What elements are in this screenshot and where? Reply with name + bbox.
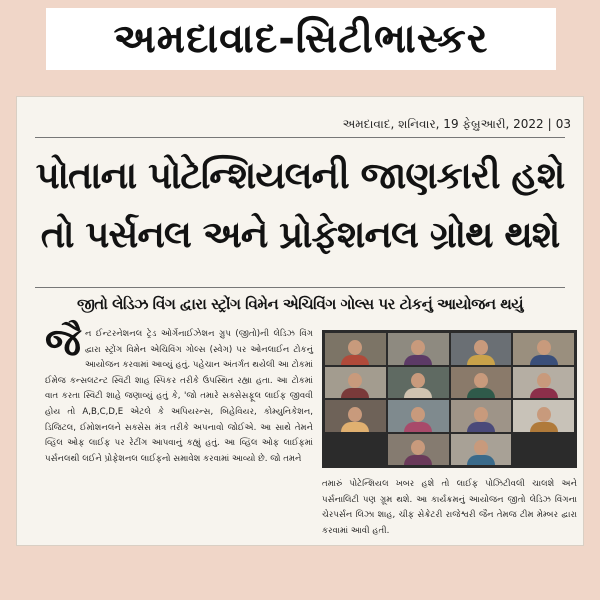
participant-body bbox=[467, 355, 495, 365]
dateline bbox=[343, 117, 571, 132]
participant-tile bbox=[325, 434, 386, 466]
participant-body bbox=[341, 388, 369, 398]
participant-face bbox=[474, 340, 488, 355]
participant-tile bbox=[513, 400, 574, 432]
participant-tile bbox=[451, 434, 512, 466]
participant-face bbox=[348, 407, 362, 422]
participant-tile bbox=[451, 400, 512, 432]
masthead-title: અમદાવાદ-સિટીભાસ્કર bbox=[113, 16, 489, 62]
top-rule bbox=[35, 137, 565, 138]
participant-face bbox=[537, 373, 551, 388]
participant-face bbox=[411, 440, 425, 455]
dateline-separator: | bbox=[547, 117, 552, 131]
headline-rule bbox=[35, 287, 565, 288]
participant-face bbox=[411, 340, 425, 355]
masthead-banner bbox=[46, 8, 556, 70]
page-number: 03 bbox=[555, 117, 571, 131]
participant-tile bbox=[388, 367, 449, 399]
participant-tile bbox=[388, 434, 449, 466]
article-body-right bbox=[322, 477, 577, 539]
participant-face bbox=[474, 440, 488, 455]
participant-face bbox=[411, 407, 425, 422]
participant-tile bbox=[325, 400, 386, 432]
participant-face bbox=[474, 407, 488, 422]
participant-face bbox=[537, 340, 551, 355]
article-text-left: ન ઈન્ટરનેશનલ ટ્રેડ ઓર્ગેનાઈઝેશન ગ્રુપ (જીતો)ની લેડિઝ વિંગ દ્વારા સ્ટ્રોંગ વિમેન એચિવિંગ ગોલ્સ (સ્વેગ) પર ઓનલાઈન ટોકનું આયોજન કરવામાં આવ્યું હતું. પહેચાન અંતર્ગત થયેલી આ ટોકમાં ઈમેજ કન્સલટન્ટ સ્વિટી શાહ સ્પિકર તરીકે ઉપસ્થિત રહ્યા હતા. આ ટોકમાં વાત કરતા સ્વિટી શાહે જણાવ્યું હતું કે, 'જો તમારે સક્સેસફૂલ લાઈફ જીવવી હોય તો A,B,C,D,E એટલે કે અપિયરન્સ, બિહેવિયર, કોમ્યુનિકેશન, ડિજિટલ, ઈમોશનલને સક્સેસ મંત્ર તરીકે અપનાવો જોઈએ. આ સાથે તેમને વ્હિલ ઓફ લાઈફ પર રેટીંગ આપવાનું કહ્યું હતું. આ વ્હિલ ઓફ લાઈફમાં પર્સનલથી લઈને પ્રોફેશનલ લાઈફનો સમાવેશ કરવામાં આવ્યો છે. જો તમને bbox=[45, 329, 313, 464]
participant-body bbox=[341, 422, 369, 432]
participant-tile bbox=[388, 400, 449, 432]
subheadline: જીતો લેડિઝ વિંગ દ્વારા સ્ટ્રોંગ વિમેન એચિવિંગ ગોલ્સ પર ટોકનું આયોજન થયું bbox=[76, 295, 524, 313]
participant-tile bbox=[325, 367, 386, 399]
participant-face bbox=[348, 373, 362, 388]
participant-face bbox=[411, 373, 425, 388]
article-body-left bbox=[45, 320, 313, 467]
participant-body bbox=[404, 422, 432, 432]
participant-body bbox=[404, 355, 432, 365]
participant-body bbox=[404, 455, 432, 465]
participant-face bbox=[348, 340, 362, 355]
drop-cap: જૈ bbox=[45, 320, 81, 364]
participant-body bbox=[467, 455, 495, 465]
participant-face bbox=[537, 407, 551, 422]
participant-body bbox=[341, 355, 369, 365]
date-text: અમદાવાદ, શનિવાર, 19 ફેબ્રુઆરી, 2022 bbox=[342, 117, 544, 131]
participant-face bbox=[474, 373, 488, 388]
video-call-photo bbox=[322, 330, 577, 468]
participant-body bbox=[530, 355, 558, 365]
participant-tile bbox=[513, 333, 574, 365]
participant-tile bbox=[325, 333, 386, 365]
article-text-right: તમારું પોટેન્શિયલ ખબર હશે તો લાઈફ પોઝિટીવલી ચાલશે અને પર્સનાલિટી પણ ગ્રૂમ થશે. આ કાર્યક્રમનું આયોજન જીતો લેડિઝ વિંગના ચેરપર્સન લિઝા શાહ, ચીફ સેક્રેટરી રાજેશ્વરી જૈન તેમજ ટીમ મેમ્બર દ્વારા કરવામાં આવી હતી. bbox=[322, 479, 577, 536]
participant-body bbox=[530, 388, 558, 398]
participant-body bbox=[404, 388, 432, 398]
participant-tile bbox=[388, 333, 449, 365]
participant-tile bbox=[451, 333, 512, 365]
participant-body bbox=[467, 422, 495, 432]
participant-tile bbox=[513, 434, 574, 466]
newspaper-clipping bbox=[17, 97, 583, 545]
headline-line-1: પોતાના પોટેન્શિયલની જાણકારી હશે bbox=[35, 154, 565, 197]
participant-tile bbox=[513, 367, 574, 399]
participant-body bbox=[467, 388, 495, 398]
participant-tile bbox=[451, 367, 512, 399]
headline-line-2: તો પર્સનલ અને પ્રોફેશનલ ગ્રોથ થશે bbox=[40, 213, 560, 256]
participant-body bbox=[530, 422, 558, 432]
